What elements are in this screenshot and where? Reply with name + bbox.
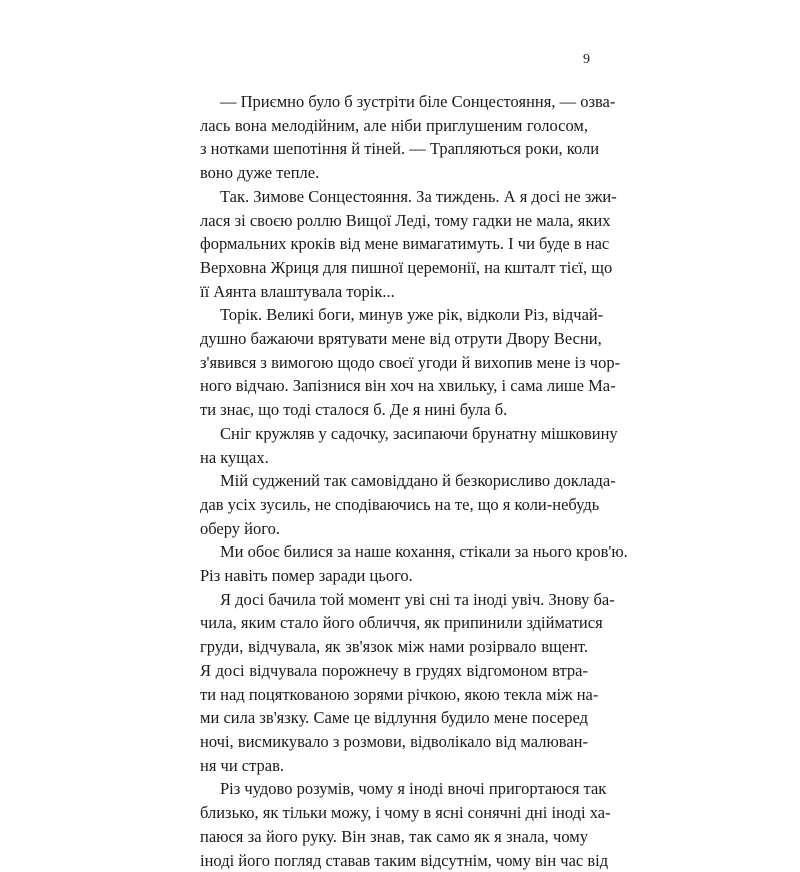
text-line: Я досі бачила той момент уві сні та іноді увіч. Знову ба- (200, 588, 588, 612)
paragraph (200, 777, 588, 872)
text-line: з нотками шепотіння й тіней. — Трапляються роки, коли (200, 137, 588, 161)
text-line: з'явився з вимогою щодо своєї угоди й вихопив мене із чор- (200, 351, 588, 375)
text-line: іноді його погляд ставав таким відсутнім, чому він час від (200, 849, 588, 872)
paragraph (200, 90, 588, 185)
text-line: Різ навіть помер заради цього. (200, 564, 588, 588)
text-line: воно дуже тепле. (200, 161, 588, 185)
text-line: лася зі своєю роллю Вищої Леді, тому гадки не мала, яких (200, 209, 588, 233)
text-line: чила, яким стало його обличчя, як припинили здійматися (200, 611, 588, 635)
text-line: ня чи страв. (200, 754, 588, 778)
paragraph (200, 540, 588, 587)
page-number: 9 (576, 52, 590, 68)
text-line: Мій суджений так самовіддано й безкорисливо доклада- (200, 469, 588, 493)
text-line: душно бажаючи врятувати мене від отрути Двору Весни, (200, 327, 588, 351)
text-line: ти над поцяткованою зорями річкою, якою текла між на- (200, 683, 588, 707)
text-line: Верховна Жриця для пишної церемонії, на кшталт тієї, що (200, 256, 588, 280)
text-line: ми сила зв'язку. Саме це відлуння будило мене посеред (200, 706, 588, 730)
text-line: Так. Зимове Сонцестояння. За тиждень. А я досі не зжи- (200, 185, 588, 209)
text-line: ночі, висмикувало з розмови, відволікало від малюван- (200, 730, 588, 754)
paragraph (200, 303, 588, 422)
text-line: на кущах. (200, 446, 588, 470)
paragraph (200, 422, 588, 469)
body-text (200, 90, 588, 872)
text-line: дав усіх зусиль, не сподіваючись на те, що я коли-небудь (200, 493, 588, 517)
text-line: Я досі відчувала порожнечу в грудях відгомоном втра- (200, 659, 588, 683)
text-line: Торік. Великі боги, минув уже рік, відколи Різ, відчай- (200, 303, 588, 327)
text-line: її Аянта влаштувала торік... (200, 280, 588, 304)
text-line: — Приємно було б зустріти біле Сонцестояння, — озва- (200, 90, 588, 114)
text-line: оберу його. (200, 517, 588, 541)
text-line: близько, як тільки можу, і чому в ясні сонячні дні іноді ха- (200, 801, 588, 825)
paragraph (200, 469, 588, 540)
text-line: Різ чудово розумів, чому я іноді вночі пригортаюся так (200, 777, 588, 801)
text-line: лась вона мелодійним, але ніби приглушеним голосом, (200, 114, 588, 138)
paragraph (200, 185, 588, 304)
text-line: Сніг кружляв у садочку, засипаючи брунатну мішковину (200, 422, 588, 446)
text-line: паюся за його руку. Він знав, так само як я знала, чому (200, 825, 588, 849)
text-line: ного відчаю. Запізнися він хоч на хвильку, і сама лише Ма- (200, 374, 588, 398)
text-line: Ми обоє билися за наше кохання, стікали за нього кров'ю. (200, 540, 588, 564)
paragraph (200, 588, 588, 778)
text-line: ти знає, що тоді сталося б. Де я нині була б. (200, 398, 588, 422)
text-line: груди, відчувала, як зв'язок між нами розірвало вщент. (200, 635, 588, 659)
text-line: формальних кроків від мене вимагатимуть. І чи буде в нас (200, 232, 588, 256)
